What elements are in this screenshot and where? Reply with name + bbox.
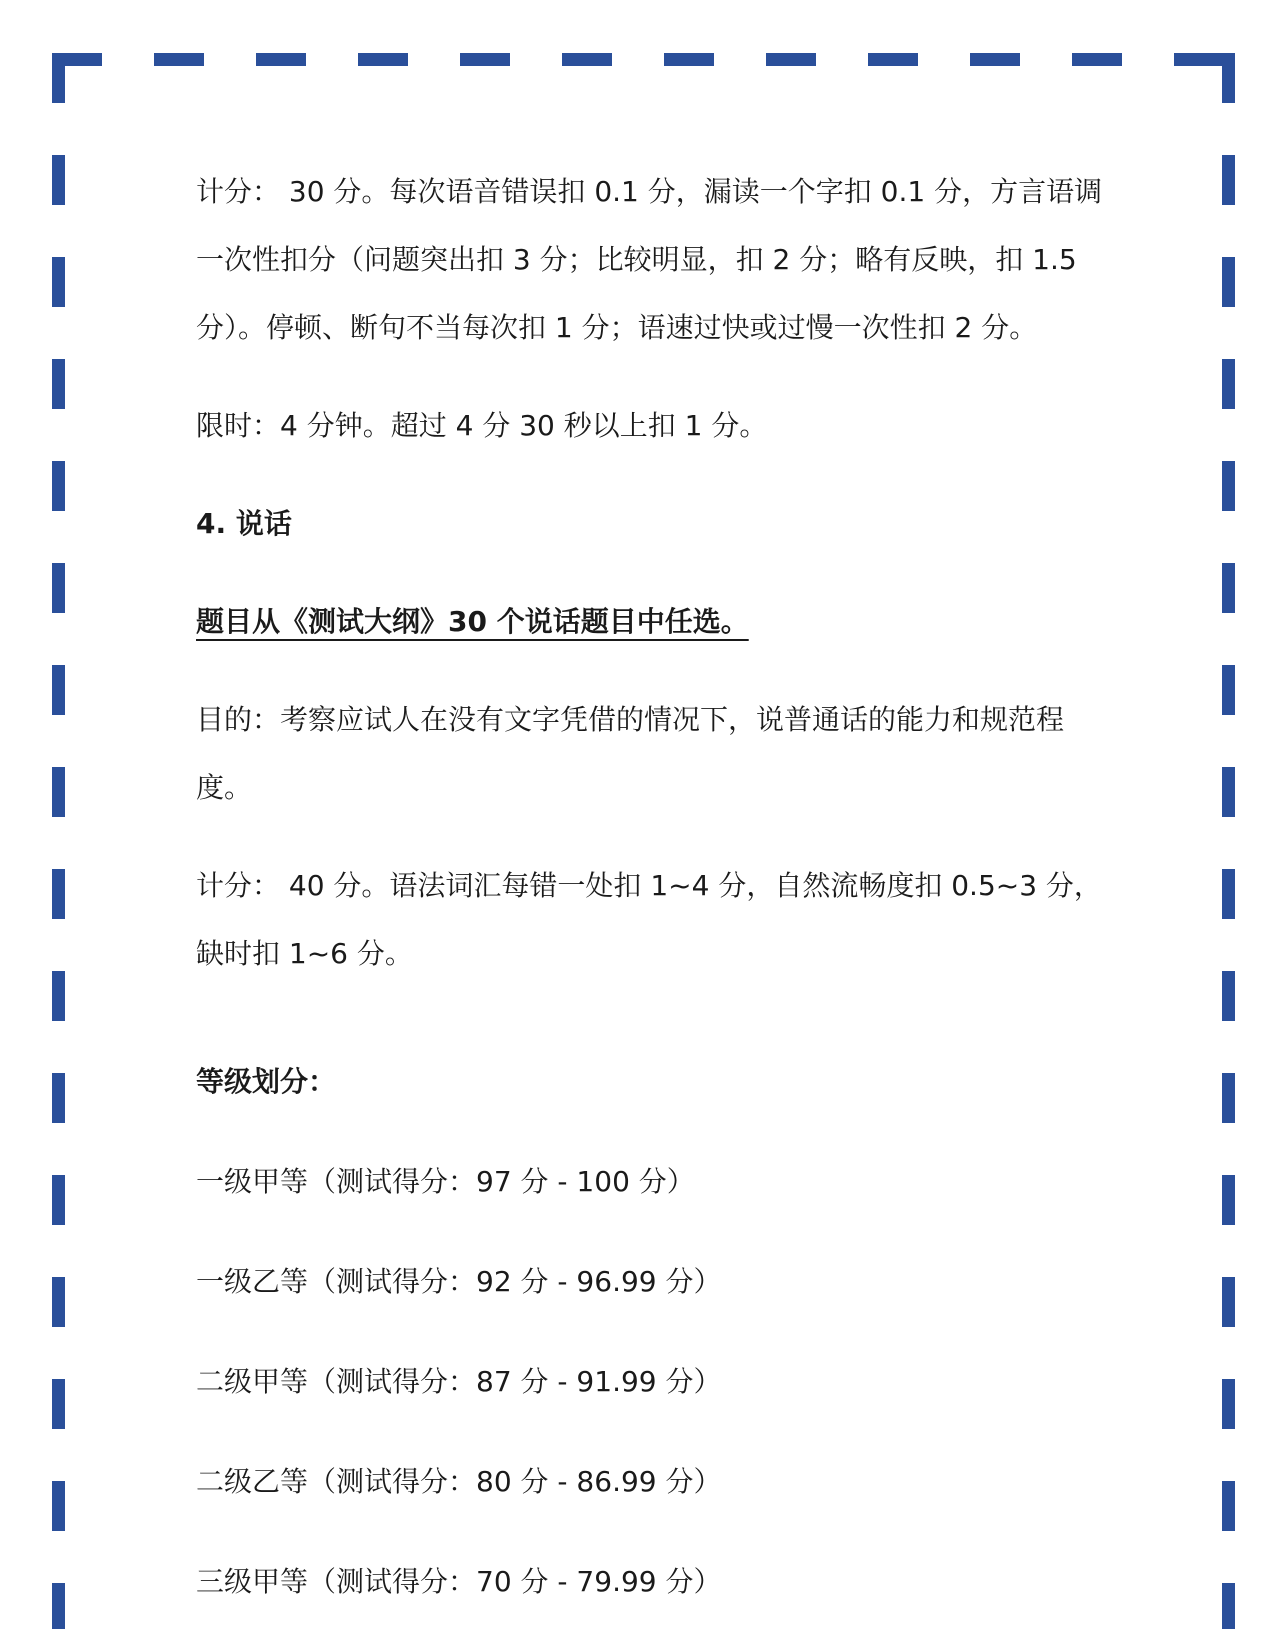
speaking-purpose: 目的：考察应试人在没有文字凭借的情况下，说普通话的能力和规范程度。 xyxy=(196,703,1065,804)
speaking-scoring: 计分： 40 分。语法词汇每错一处扣 1~4 分，自然流畅度扣 0.5~3 分，缺时扣 1~6 分。 xyxy=(196,869,1102,970)
grade-item: 二级乙等（测试得分：80 分 - 86.99 分） xyxy=(196,1465,722,1498)
grades-heading: 等级划分： xyxy=(196,1065,337,1098)
border-top xyxy=(52,53,1235,66)
border-corner-top-left xyxy=(52,53,102,66)
reading-scoring: 计分： 30 分。每次语音错误扣 0.1 分，漏读一个字扣 0.1 分，方言语调一次性扣分（问题突出扣 3 分；比较明显，扣 2 分；略有反映，扣 1.5 分）。停顿、断句不当每次扣 1 分；语速过快或过慢一次性扣 2 分。 xyxy=(196,175,1103,344)
grade-item: 一级乙等（测试得分：92 分 - 96.99 分） xyxy=(196,1265,722,1298)
border-left xyxy=(52,53,65,1629)
document-body xyxy=(196,158,1116,1616)
grade-item: 二级甲等（测试得分：87 分 - 91.99 分） xyxy=(196,1365,722,1398)
grade-item: 三级甲等（测试得分：70 分 - 79.99 分） xyxy=(196,1565,722,1598)
speaking-topic: 题目从《测试大纲》30 个说话题目中任选。 xyxy=(196,605,749,638)
reading-time-limit: 限时：4 分钟。超过 4 分 30 秒以上扣 1 分。 xyxy=(196,409,768,442)
border-corner-top-right xyxy=(1185,53,1235,66)
border-right xyxy=(1222,53,1235,1629)
speaking-heading: 4. 说话 xyxy=(196,507,292,540)
grade-item: 一级甲等（测试得分：97 分 - 100 分） xyxy=(196,1165,695,1198)
